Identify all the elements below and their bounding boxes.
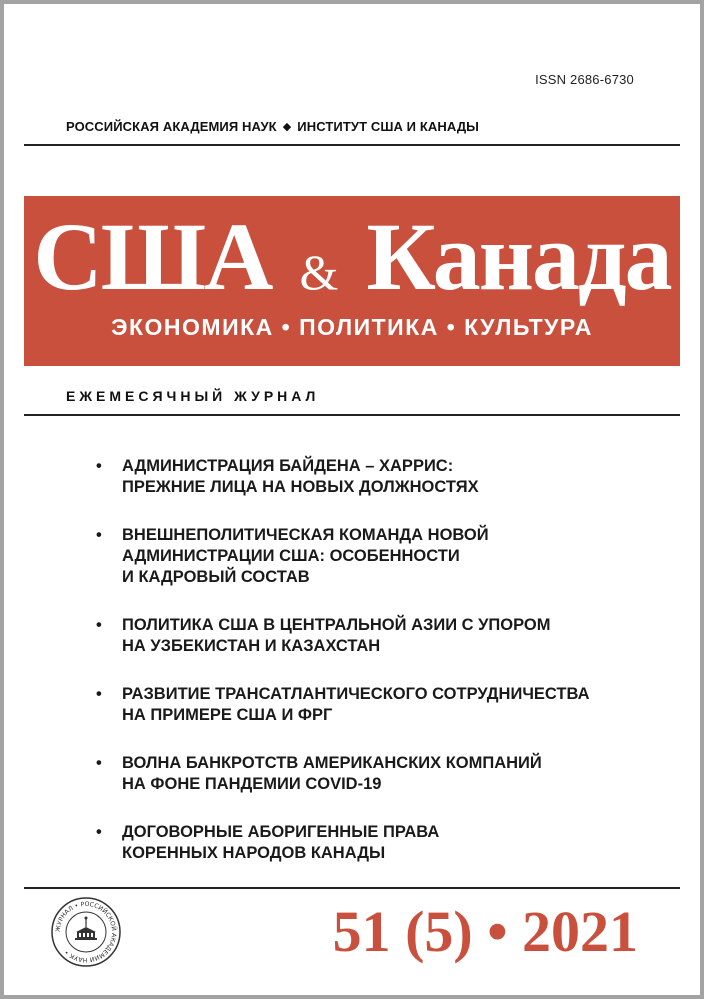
article-title-line: ВОЛНА БАНКРОТСТВ АМЕРИКАНСКИХ КОМПАНИЙ bbox=[122, 754, 542, 772]
publisher-academy: РОССИЙСКАЯ АКАДЕМИЯ НАУК bbox=[66, 119, 277, 134]
bullet-icon: • bbox=[96, 685, 102, 703]
article-item bbox=[96, 822, 660, 864]
article-item bbox=[96, 456, 660, 498]
article-item bbox=[96, 753, 660, 795]
publisher-line bbox=[66, 119, 479, 134]
title-usa: США bbox=[33, 203, 272, 310]
article-item bbox=[96, 684, 660, 726]
bullet-icon: • bbox=[96, 616, 102, 634]
title-banner bbox=[24, 196, 680, 366]
bullet-icon: • bbox=[96, 457, 102, 475]
publisher-institute: ИНСТИТУТ США И КАНАДЫ bbox=[297, 119, 480, 134]
bullet-icon: • bbox=[96, 526, 102, 544]
top-divider bbox=[24, 144, 680, 146]
article-title-line: ПОЛИТИКА США В ЦЕНТРАЛЬНОЙ АЗИИ С УПОРОМ bbox=[122, 616, 551, 634]
bottom-divider bbox=[24, 887, 680, 889]
article-title-line: АДМИНИСТРАЦИЯ БАЙДЕНА – ХАРРИС: bbox=[122, 457, 454, 475]
bullet-icon: • bbox=[96, 823, 102, 841]
article-title-line: НА УЗБЕКИСТАН И КАЗАХСТАН bbox=[122, 637, 381, 655]
middle-divider bbox=[24, 414, 680, 416]
journal-subtitle: ЭКОНОМИКА • ПОЛИТИКА • КУЛЬТУРА bbox=[111, 314, 593, 340]
academy-seal-icon bbox=[50, 896, 122, 968]
title-canada: Канада bbox=[366, 203, 671, 310]
article-title-line: ПРЕЖНИЕ ЛИЦА НА НОВЫХ ДОЛЖНОСТЯХ bbox=[122, 478, 479, 496]
seal-text: ЖУРНАЛ • РОССИЙСКОЙ АКАДЕМИИ НАУК • bbox=[54, 900, 118, 964]
article-list bbox=[96, 456, 660, 891]
diamond-separator-icon: ◆ bbox=[282, 121, 292, 133]
article-item bbox=[96, 525, 660, 588]
building-emblem-icon bbox=[75, 917, 97, 941]
article-title-line: НА ФОНЕ ПАНДЕМИИ COVID-19 bbox=[122, 775, 382, 793]
article-title-line: ДОГОВОРНЫЕ АБОРИГЕННЫЕ ПРАВА bbox=[122, 823, 440, 841]
article-title-line: НА ПРИМЕРЕ США И ФРГ bbox=[122, 706, 333, 724]
bullet-icon: • bbox=[96, 754, 102, 772]
issue-number: 51 (5) • 2021 bbox=[332, 899, 638, 964]
article-title-line: И КАДРОВЫЙ СОСТАВ bbox=[122, 568, 310, 586]
article-title-line: АДМИНИСТРАЦИИ США: ОСОБЕННОСТИ bbox=[122, 547, 460, 565]
journal-title bbox=[24, 202, 680, 327]
title-ampersand: & bbox=[299, 244, 339, 300]
article-title-line: ВНЕШНЕПОЛИТИЧЕСКАЯ КОМАНДА НОВОЙ bbox=[122, 526, 489, 544]
article-title-line: РАЗВИТИЕ ТРАНСАТЛАНТИЧЕСКОГО СОТРУДНИЧЕСТВА bbox=[122, 685, 590, 703]
issn: ISSN 2686-6730 bbox=[535, 72, 634, 87]
article-item bbox=[96, 615, 660, 657]
monthly-label: ЕЖЕМЕСЯЧНЫЙ ЖУРНАЛ bbox=[66, 388, 320, 404]
article-title-line: КОРЕННЫХ НАРОДОВ КАНАДЫ bbox=[122, 844, 386, 862]
